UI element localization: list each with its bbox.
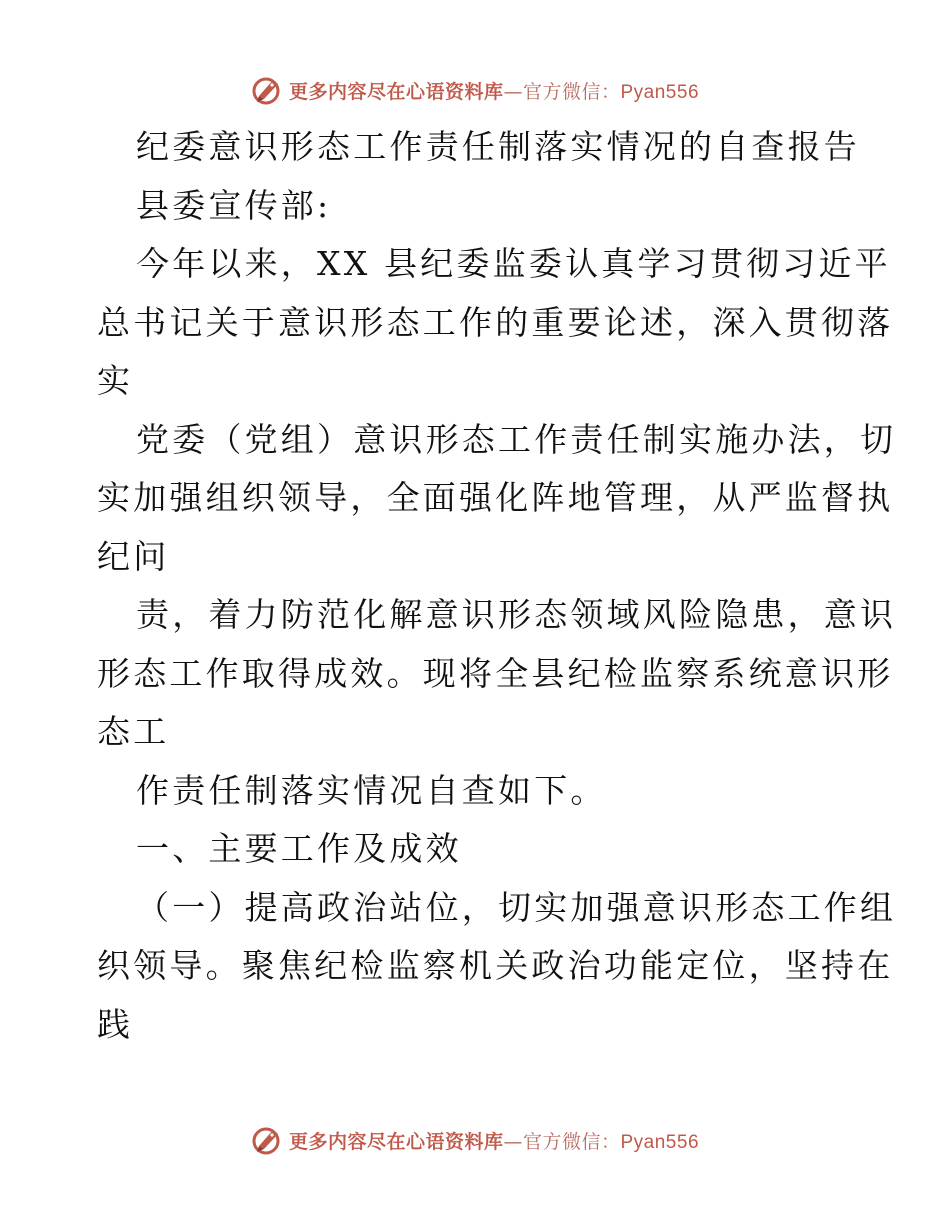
banner-separator: — [503,80,523,103]
document-line: 践 [97,1004,134,1044]
document-line: 党委（党组）意识形态工作责任制实施办法，切 [136,419,897,459]
document-line: 县委宣传部: [136,185,332,225]
document-line: （一）提高政治站位，切实加强意识形态工作组 [136,887,897,927]
footer-banner [0,1120,950,1160]
document-line: 实加强组织领导，全面强化阵地管理，从严监督执 [97,478,894,517]
banner-wechat-label: 官方微信： [522,80,621,103]
document-title: 纪委意识形态工作责任制落实情况的自查报告 [136,127,860,166]
banner-wechat-label: 官方微信： [522,1130,621,1153]
document-line: 纪问 [97,536,170,576]
document-line: 今年以来，XX 县纪委监委认真学习贯彻习近平 [136,244,891,283]
document-line: 一、主要工作及成效 [136,829,462,868]
document-line: 责，着力防范化解意识形态领域风险隐患，意识 [136,595,897,634]
document-line: 织领导。聚焦纪检监察机关政治功能定位，坚持在 [97,946,894,985]
banner-wechat-id: Pyan556 [620,1131,700,1153]
document-line: 形态工作取得成效。现将全县纪检监察系统意识形 [97,653,894,693]
pen-nib-logo-icon [251,1124,283,1156]
document-line: 态工 [97,712,170,751]
banner-wechat-id: Pyan556 [620,81,700,103]
pen-nib-logo-icon [251,74,283,106]
banner-site-text: 更多内容尽在心语资料库 [288,1130,504,1153]
document-line: 作责任制落实情况自查如下。 [136,770,607,810]
document-body [97,118,897,1054]
document-line: 总书记关于意识形态工作的重要论述，深入贯彻落 [97,302,894,342]
banner-separator: — [503,1130,523,1153]
banner-site-text: 更多内容尽在心语资料库 [288,80,504,103]
document-line: 实 [97,361,134,400]
header-banner [0,70,950,110]
